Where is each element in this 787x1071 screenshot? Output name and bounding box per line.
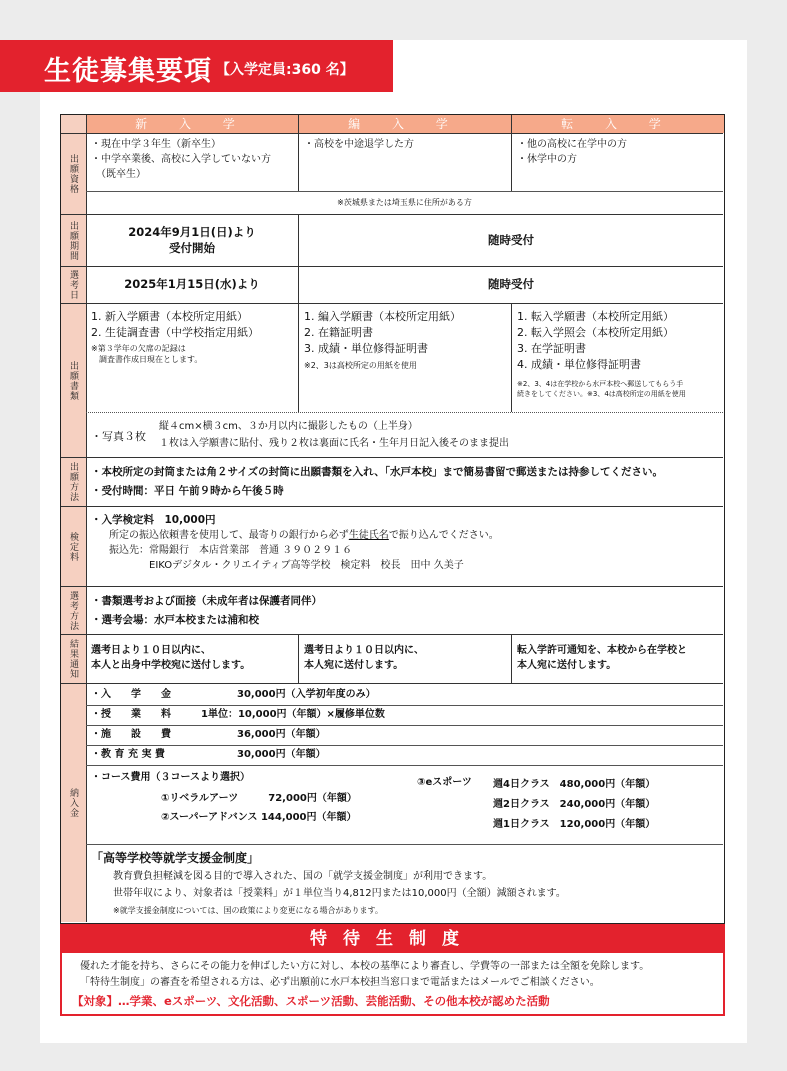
course-super-advance: ②スーパーアドバンス 144,000円（年額） bbox=[161, 812, 357, 823]
qual-note: ※茨城県または埼玉県に住所がある方 bbox=[337, 198, 472, 207]
qual-transfer: ・他の高校に在学中の方 ・休学中の方 bbox=[517, 139, 627, 165]
course-esports: ③eスポーツ bbox=[417, 777, 472, 788]
docs-new-note: ※第３学年の欠席の記録は 調査書作成日現在とします。 bbox=[91, 344, 203, 364]
qual-transfer-in: ・高校を中途退学した方 bbox=[304, 139, 414, 150]
course-title: ・コース費用（３コースより選択） bbox=[91, 772, 250, 783]
side-result: 結果通知 bbox=[61, 635, 86, 683]
admission-table bbox=[60, 114, 725, 924]
side-fee: 検定料 bbox=[61, 507, 86, 586]
col-header-transfer: 転 入 学 bbox=[512, 115, 724, 133]
qual-new: ・現在中学３年生（新卒生） ・中学卒業後、高校に入学していない方 （既卒生） bbox=[91, 139, 271, 180]
page-title: 生徒募集要項 bbox=[44, 56, 212, 87]
docs-new: 1. 新入学願書（本校所定用紙） 2. 生徒調査書（中学校指定用紙） bbox=[91, 310, 259, 339]
result-transfer: 転入学許可通知を、本校から在学校と 本人宛に送付します。 bbox=[517, 645, 687, 671]
side-exam-date: 選考日 bbox=[61, 267, 86, 303]
title-banner bbox=[0, 40, 393, 92]
method-text: ・本校所定の封筒または角２サイズの封筒に出願書類を入れ、「水戸本校」まで簡易書留で郵送または持参してください。 ・受付時間：平日 午前９時から午後５時 bbox=[91, 466, 664, 497]
side-method: 出願方法 bbox=[61, 458, 86, 506]
payment-row: ・教 育 充 実 費 bbox=[91, 749, 165, 760]
result-new: 選考日より１０日以内に、 本人と出身中学校宛に送付します。 bbox=[91, 645, 251, 671]
col-header-new: 新 入 学 bbox=[86, 115, 298, 133]
exam-date-new: 2025年1月15日(水)より bbox=[124, 277, 260, 291]
payment-row: ・施 設 費 bbox=[91, 729, 171, 740]
docs-transfer-note: ※2、3、4は在学校から水戸本校へ郵送してもらう手 続きをしてください。※3、4は高校所定の用紙を使用 bbox=[517, 380, 686, 398]
side-selection: 選考方法 bbox=[61, 587, 86, 634]
docs-transfer-in-note: ※2、3は高校所定の用紙を使用 bbox=[304, 361, 417, 370]
period-other: 随時受付 bbox=[488, 233, 534, 247]
side-qualification: 出願資格 bbox=[61, 134, 86, 214]
capacity-label: 【入学定員:360 名】 bbox=[216, 62, 354, 78]
payment-row: ・入 学 金 bbox=[91, 689, 171, 700]
docs-transfer: 1. 転入学願書（本校所定用紙） 2. 転入学照会（本校所定用紙） 3. 在学証明書 4. 成績・単位修得証明書 bbox=[517, 310, 674, 371]
support-desc: 教育費負担軽減を図る目的で導入された、国の「就学支援金制度」が利用できます。 世帯年収により、対象者は「授業料」が１単位当り4,812円または10,000円（全額）減額されます。 bbox=[113, 871, 566, 899]
docs-transfer-in: 1. 編入学願書（本校所定用紙） 2. 在籍証明書 3. 成績・単位修得証明書 bbox=[304, 310, 461, 355]
payment-value: 1単位：10,000円（年額）×履修単位数 bbox=[201, 709, 385, 720]
payment-value: 30,000円（年額） bbox=[237, 749, 326, 760]
special-scholarship-box bbox=[60, 924, 725, 1016]
special-desc: 優れた才能を持ち、さらにその能力を伸ばしたい方に対し、本校の基準により審査し、学費等の一部または全額を免除します。 「特待生制度」の審査を希望される方は、必ず出願前に水戸本校担当窓口まで電話またはメールでご相談ください。 bbox=[80, 961, 650, 988]
photo-label: ・写真３枚 bbox=[91, 430, 146, 443]
exam-date-other: 随時受付 bbox=[488, 277, 534, 291]
side-header-blank bbox=[61, 115, 86, 133]
result-transfer-in: 選考日より１０日以内に、 本人宛に送付します。 bbox=[304, 645, 424, 671]
esports-classes: 週4日クラス 480,000円（年額） 週2日クラス 240,000円（年額） 週1日クラス 120,000円（年額） bbox=[493, 779, 656, 830]
special-title: 特待生制度 bbox=[62, 926, 723, 953]
support-note: ※就学支援金制度については、国の政策により変更になる場合があります。 bbox=[113, 906, 383, 915]
side-period: 出願期間 bbox=[61, 215, 86, 266]
period-new: 2024年9月1日(日)より 受付開始 bbox=[128, 225, 256, 255]
photo-desc: 縦４cm×横３cm、３か月以内に撮影したもの（上半身） １枚は入学願書に貼付、残り２枚は裏面に氏名・生年月日記入後そのまま提出 bbox=[159, 421, 509, 449]
col-header-transfer-in: 編 入 学 bbox=[299, 115, 511, 133]
side-payment: 納入金 bbox=[61, 684, 86, 922]
payment-value: 30,000円（入学初年度のみ） bbox=[237, 689, 376, 700]
fee-block: ・入学検定料 10,000円 所定の振込依頼書を使用して、最寄りの銀行から必ず生徒氏名で振り込んでください。 振込先：常陽銀行 本店営業部 普通 ３９０２９１６ EIKOデジタル・クリエイティブ高等学校 検定料 校長 田中 久美子 bbox=[91, 514, 499, 571]
payment-row: ・授 業 料 bbox=[91, 709, 171, 720]
side-documents: 出願書類 bbox=[61, 304, 86, 457]
course-liberal-arts: ①リベラルアーツ 72,000円（年額） bbox=[161, 793, 357, 804]
support-title: 「高等学校等就学支援金制度」 bbox=[91, 851, 260, 865]
payment-value: 36,000円（年額） bbox=[237, 729, 326, 740]
special-target: 【対象】…学業、eスポーツ、文化活動、スポーツ活動、芸能活動、その他本校が認めた活動 bbox=[72, 994, 550, 1008]
selection-text: ・書類選考および面接（未成年者は保護者同伴） ・選考会場：水戸本校または浦和校 bbox=[91, 595, 322, 626]
